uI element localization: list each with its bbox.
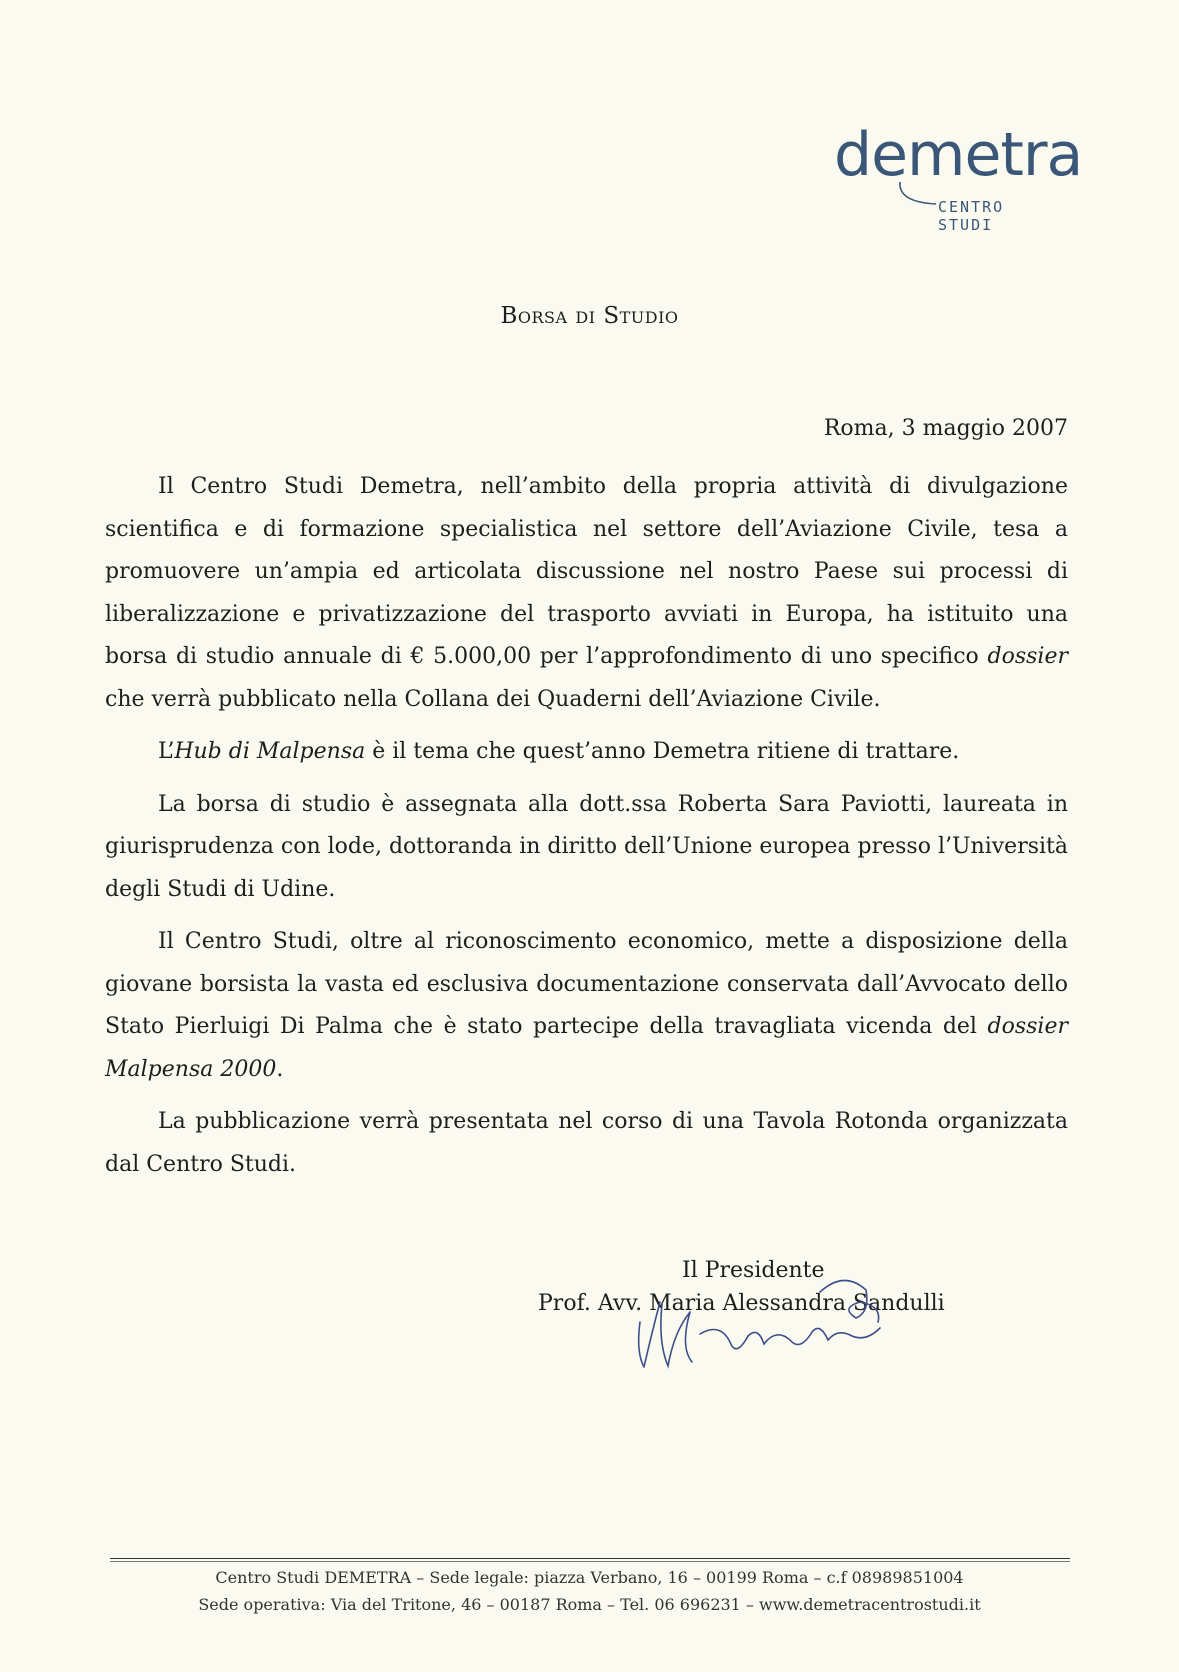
paragraph-4 [105,921,1068,1091]
footer-line-1: Centro Studi DEMETRA – Sede legale: piazza Verbano, 16 – 00199 Roma – c.f 08989851004 [215,1568,964,1587]
signature-block [530,1258,1010,1378]
paragraph-4-text: Il Centro Studi, oltre al riconoscimento economico, mette a disposizione della giovane borsista la vasta ed esclusiva documentazione conservata dall’Avvocato dello Stato Pierluigi Di Palma che è stato partecipe della travagliata vicenda del [105,929,1068,1039]
document-title: Borsa di Studio [500,303,679,329]
paragraph-1-tail: che verrà pubblicato nella Collana dei Quaderni dell’Aviazione Civile. [105,686,881,712]
paragraph-1 [105,466,1068,721]
paragraph-4-italic: dossier Malpensa 2000 [105,1014,1068,1082]
demetra-logo [830,120,1083,234]
date-line: Roma, 3 maggio 2007 [823,416,1068,441]
paragraph-3-text: La borsa di studio è assegnata alla dott.ssa Roberta Sara Paviotti, laureata in giurisprudenza con lode, dottoranda in diritto dell’Unione europea presso l’Università degli Studi di Udine. [105,791,1068,902]
handwritten-signature-icon [630,1262,910,1372]
signature-name: Prof. Avv. Maria Alessandra Sandulli [538,1291,945,1316]
logo-wordmark: demetra [834,120,1083,190]
paragraph-3 [105,784,1068,912]
paragraph-2-lead: L’ [158,739,175,764]
footer [0,1564,1179,1618]
paragraph-2 [105,731,1068,774]
footer-line-2: Sede operativa: Via del Tritone, 46 – 00187 Roma – Tel. 06 696231 – www.demetracentrostudi.it [198,1595,981,1614]
paragraph-4-tail: . [276,1056,284,1082]
paragraph-1-text: Il Centro Studi Demetra, nell’ambito della propria attività di divulgazione scientifica e di formazione specialistica nel settore dell’Aviazione Civile, tesa a promuovere un’ampia ed articolata discussione nel nostro Paese sui processi di liberalizzazione e privatizzazione del trasporto avviati in Europa, ha istituito una borsa di studio annuale di € 5.000,00 per l’approfondimento di uno specifico [105,474,1068,669]
footer-rule [110,1558,1070,1559]
letter-body [105,466,1068,1196]
paragraph-5-text: La pubblicazione verrà presentata nel corso di una Tavola Rotonda organizzata dal Centro Studi. [105,1109,1068,1177]
paragraph-1-italic: dossier [987,644,1068,669]
paragraph-2-tail: è il tema che quest’anno Demetra ritiene di trattare. [365,739,960,764]
paragraph-5 [105,1101,1068,1186]
signature-role: Il Presidente [682,1258,825,1283]
paragraph-2-italic: Hub di Malpensa [174,739,366,764]
footer-rule-secondary [110,1561,1070,1562]
logo-subtitle: CENTRO STUDI [938,198,1005,234]
